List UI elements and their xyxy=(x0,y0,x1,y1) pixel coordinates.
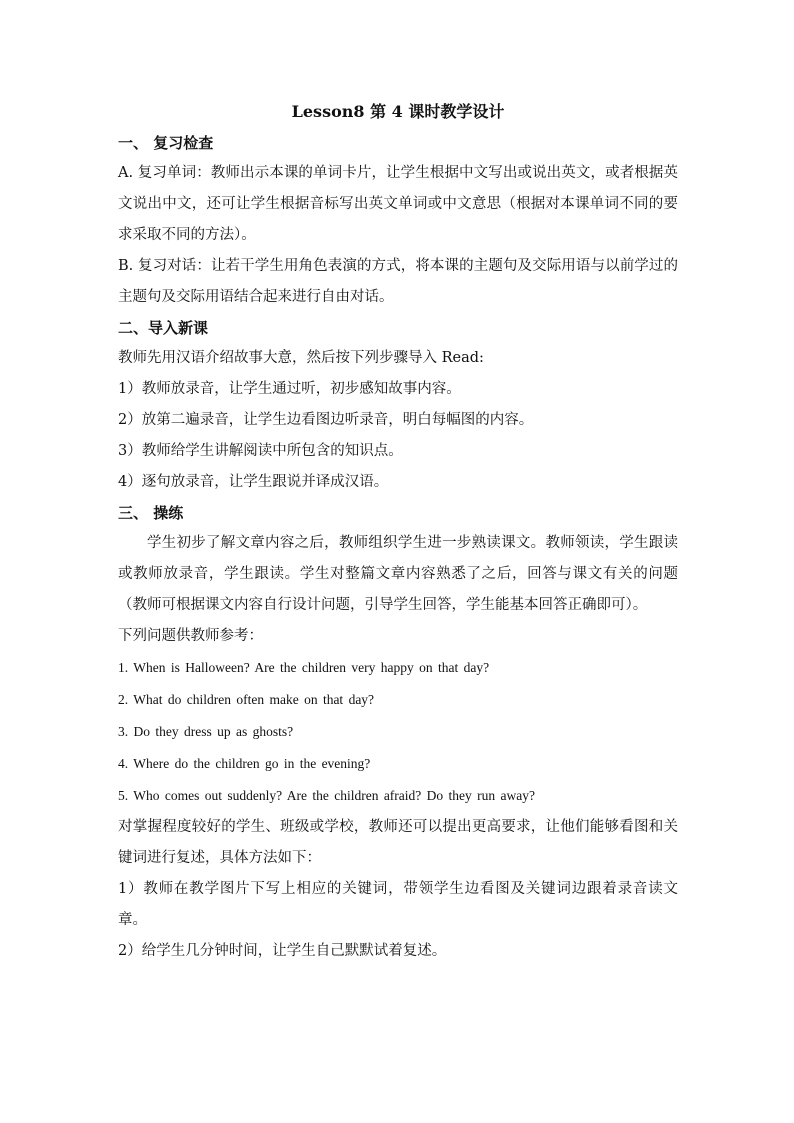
list-item-question: 4. Where do the children go in the evening? xyxy=(118,756,371,771)
list-item-step: 2）放第二遍录音，让学生边看图边听录音，明白每幅图的内容。 xyxy=(118,412,534,428)
list-item-method: 2）给学生几分钟时间，让学生自己默默试着复述。 xyxy=(118,943,447,959)
list-item-step: 1）教师放录音，让学生通过听，初步感知故事内容。 xyxy=(118,381,461,397)
section-heading-review: 一、 复习检查 xyxy=(118,134,214,152)
list-item-method: 1）教师在教学图片下写上相应的关键词，带领学生边看图及关键词边跟着录音读文章。 xyxy=(118,881,678,928)
paragraph-practice: 学生初步了解文章内容之后，教师组织学生进一步熟读课文。教师领读，学生跟读或教师放录音，学生跟读。学生对整篇文章内容熟悉了之后，回答与课文有关的问题（教师可根据课文内容自行设计问题，引导学生回答，学生能基本回答正确即可）。 xyxy=(118,535,678,613)
document-title: Lesson8 第 4 课时教学设计 xyxy=(291,102,505,121)
list-item-question: 1. When is Halloween? Are the children very happy on that day? xyxy=(118,660,490,675)
list-item-question: 5. Who comes out suddenly? Are the children afraid? Do they run away? xyxy=(118,788,535,803)
paragraph-introduce-intro: 教师先用汉语介绍故事大意，然后按下列步骤导入 Read: xyxy=(118,350,484,366)
paragraph-review-dialogue: B. 复习对话：让若干学生用角色表演的方式，将本课的主题句及交际用语与以前学过的主题句及交际用语结合起来进行自由对话。 xyxy=(118,258,678,305)
list-item-question: 2. What do children often make on that day? xyxy=(118,692,375,707)
list-item-step: 4）逐句放录音，让学生跟说并译成汉语。 xyxy=(118,474,389,490)
section-heading-practice: 三、 操练 xyxy=(118,504,184,522)
section-heading-introduce: 二、导入新课 xyxy=(118,319,209,337)
paragraph-advanced-intro: 对掌握程度较好的学生、班级或学校，教师还可以提出更高要求，让他们能够看图和关键词进行复述，具体方法如下： xyxy=(118,819,678,866)
paragraph-questions-intro: 下列问题供教师参考： xyxy=(118,628,263,644)
paragraph-review-words: A. 复习单词：教师出示本课的单词卡片，让学生根据中文写出或说出英文，或者根据英文说出中文，还可让学生根据音标写出英文单词或中文意思（根据对本课单词不同的要求采取不同的方法）。 xyxy=(118,165,678,243)
document-body xyxy=(118,98,678,967)
list-item-step: 3）教师给学生讲解阅读中所包含的知识点。 xyxy=(118,443,403,459)
list-item-question: 3. Do they dress up as ghosts? xyxy=(118,724,294,739)
